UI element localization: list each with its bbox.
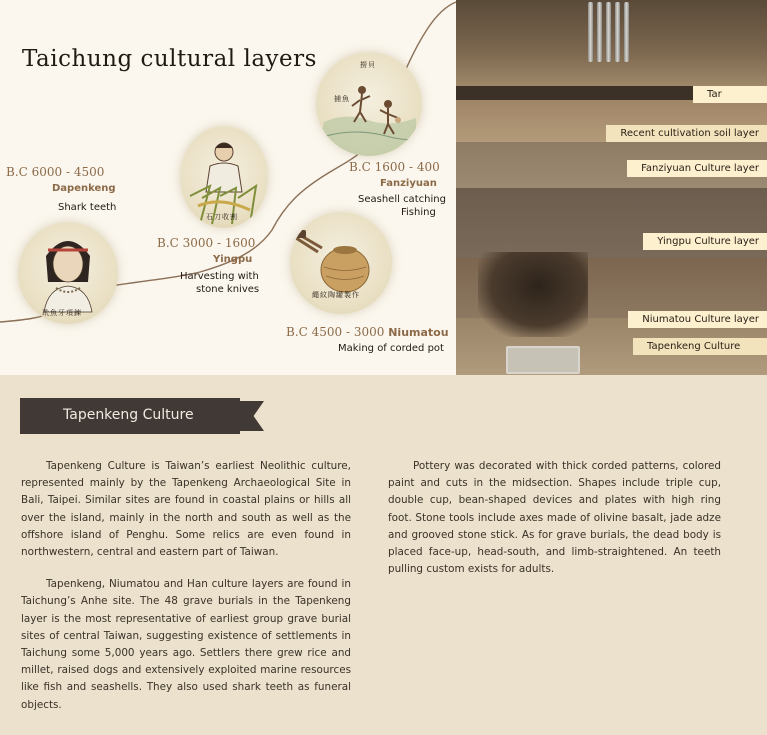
section-banner [20, 398, 263, 436]
caption-harvest: 石刀收割 [206, 213, 238, 221]
niumatou-desc: Making of corded pot [338, 343, 444, 354]
banner-tail [238, 401, 264, 431]
page-title: Taichung cultural layers [22, 46, 317, 72]
layer-label-tapenkeng: Tapenkeng Culture [633, 338, 767, 355]
niumatou-illustration [290, 212, 392, 314]
photo-pipe [597, 2, 602, 62]
dapenkeng-desc: Shark teeth [58, 202, 117, 213]
left-paragraph-2: Tapenkeng, Niumatou and Han culture layers are found in Taichung’s Anhe site. The 48 grave burials in the Tapenkeng layer is the most representative of earliest group grave burial sites of central Taiwan, suggesting existence of settlements in Taichung some 5,000 years ago. Settlers there grew rice and millet, raised dogs and extensively exploited marine resources like fish and seashells. They also used shark teeth as funeral objects. [21, 578, 351, 711]
section-title: Tapenkeng Culture [63, 407, 194, 423]
yingpu-desc-1: Harvesting with [180, 271, 259, 282]
fanziyuan-illustration [316, 52, 422, 156]
burial-pit [478, 252, 588, 337]
fanziyuan-desc-2: Fishing [401, 207, 436, 218]
caption-shell: 撈貝 [360, 61, 376, 69]
photo-pipe [624, 2, 629, 62]
fanziyuan-desc-1: Seashell catching [358, 194, 446, 205]
photo-pipe [615, 2, 620, 62]
caption-necklace: 玳魚牙項鍊 [42, 309, 82, 317]
yingpu-illustration [180, 126, 268, 228]
fanziyuan-site: Fanziyuan [380, 178, 437, 189]
yingpu-desc-2: stone knives [196, 284, 260, 295]
caption-fishing: 捕魚 [334, 95, 350, 103]
dapenkeng-site: Dapenkeng [52, 183, 116, 194]
fanziyuan-era: B.C 1600 - 400 [349, 160, 440, 174]
dapenkeng-illustration [18, 222, 118, 324]
yingpu-era: B.C 3000 - 1600 [157, 236, 256, 250]
photo-pipe [606, 2, 611, 62]
niumatou-era-range: B.C 4500 - 3000 [286, 325, 385, 339]
right-column [388, 458, 721, 593]
layer-label-niumatou: Niumatou Culture layer [628, 311, 767, 328]
display-tray [506, 346, 580, 374]
photo-background-wall [456, 0, 767, 88]
left-paragraph-1: Tapenkeng Culture is Taiwan’s earliest Neolithic culture, represented mainly by the Tapenkeng Archaeological Site in Bali, Taipei. Similar sites are found in coastal plains or hills all over the island, mainly in the north and south as well as the offshore island of Penghu. Some relics are even found in northwestern, central and eastern part of Taiwan. [21, 460, 351, 559]
left-column [21, 458, 351, 729]
layer-label-tar: Tar [693, 86, 767, 103]
yingpu-site: Yingpu [213, 254, 253, 265]
niumatou-site: Niumatou [388, 326, 449, 339]
layer-label-fanziyuan: Fanziyuan Culture layer [627, 160, 767, 177]
excavation-photo [456, 0, 767, 375]
right-paragraph-1: Pottery was decorated with thick corded patterns, colored paint and cuts in the midsection. Shapes include triple cup, double cup, bean-shaped devices and plates with high ring foot. Stone tools include axes made of olivine basalt, jade adze and grooved stone stick. As for grave burials, the dead body is placed face-up, head-south, and limb-straightened. An teeth pulling custom exists for adults. [388, 460, 721, 576]
niumatou-era [286, 325, 449, 339]
caption-pot: 繩紋陶罐製作 [312, 291, 360, 299]
dapenkeng-era: B.C 6000 - 4500 [6, 165, 105, 179]
layer-label-yingpu: Yingpu Culture layer [643, 233, 767, 250]
photo-pipe [588, 2, 593, 62]
layer-label-cultivation: Recent cultivation soil layer [606, 125, 767, 142]
